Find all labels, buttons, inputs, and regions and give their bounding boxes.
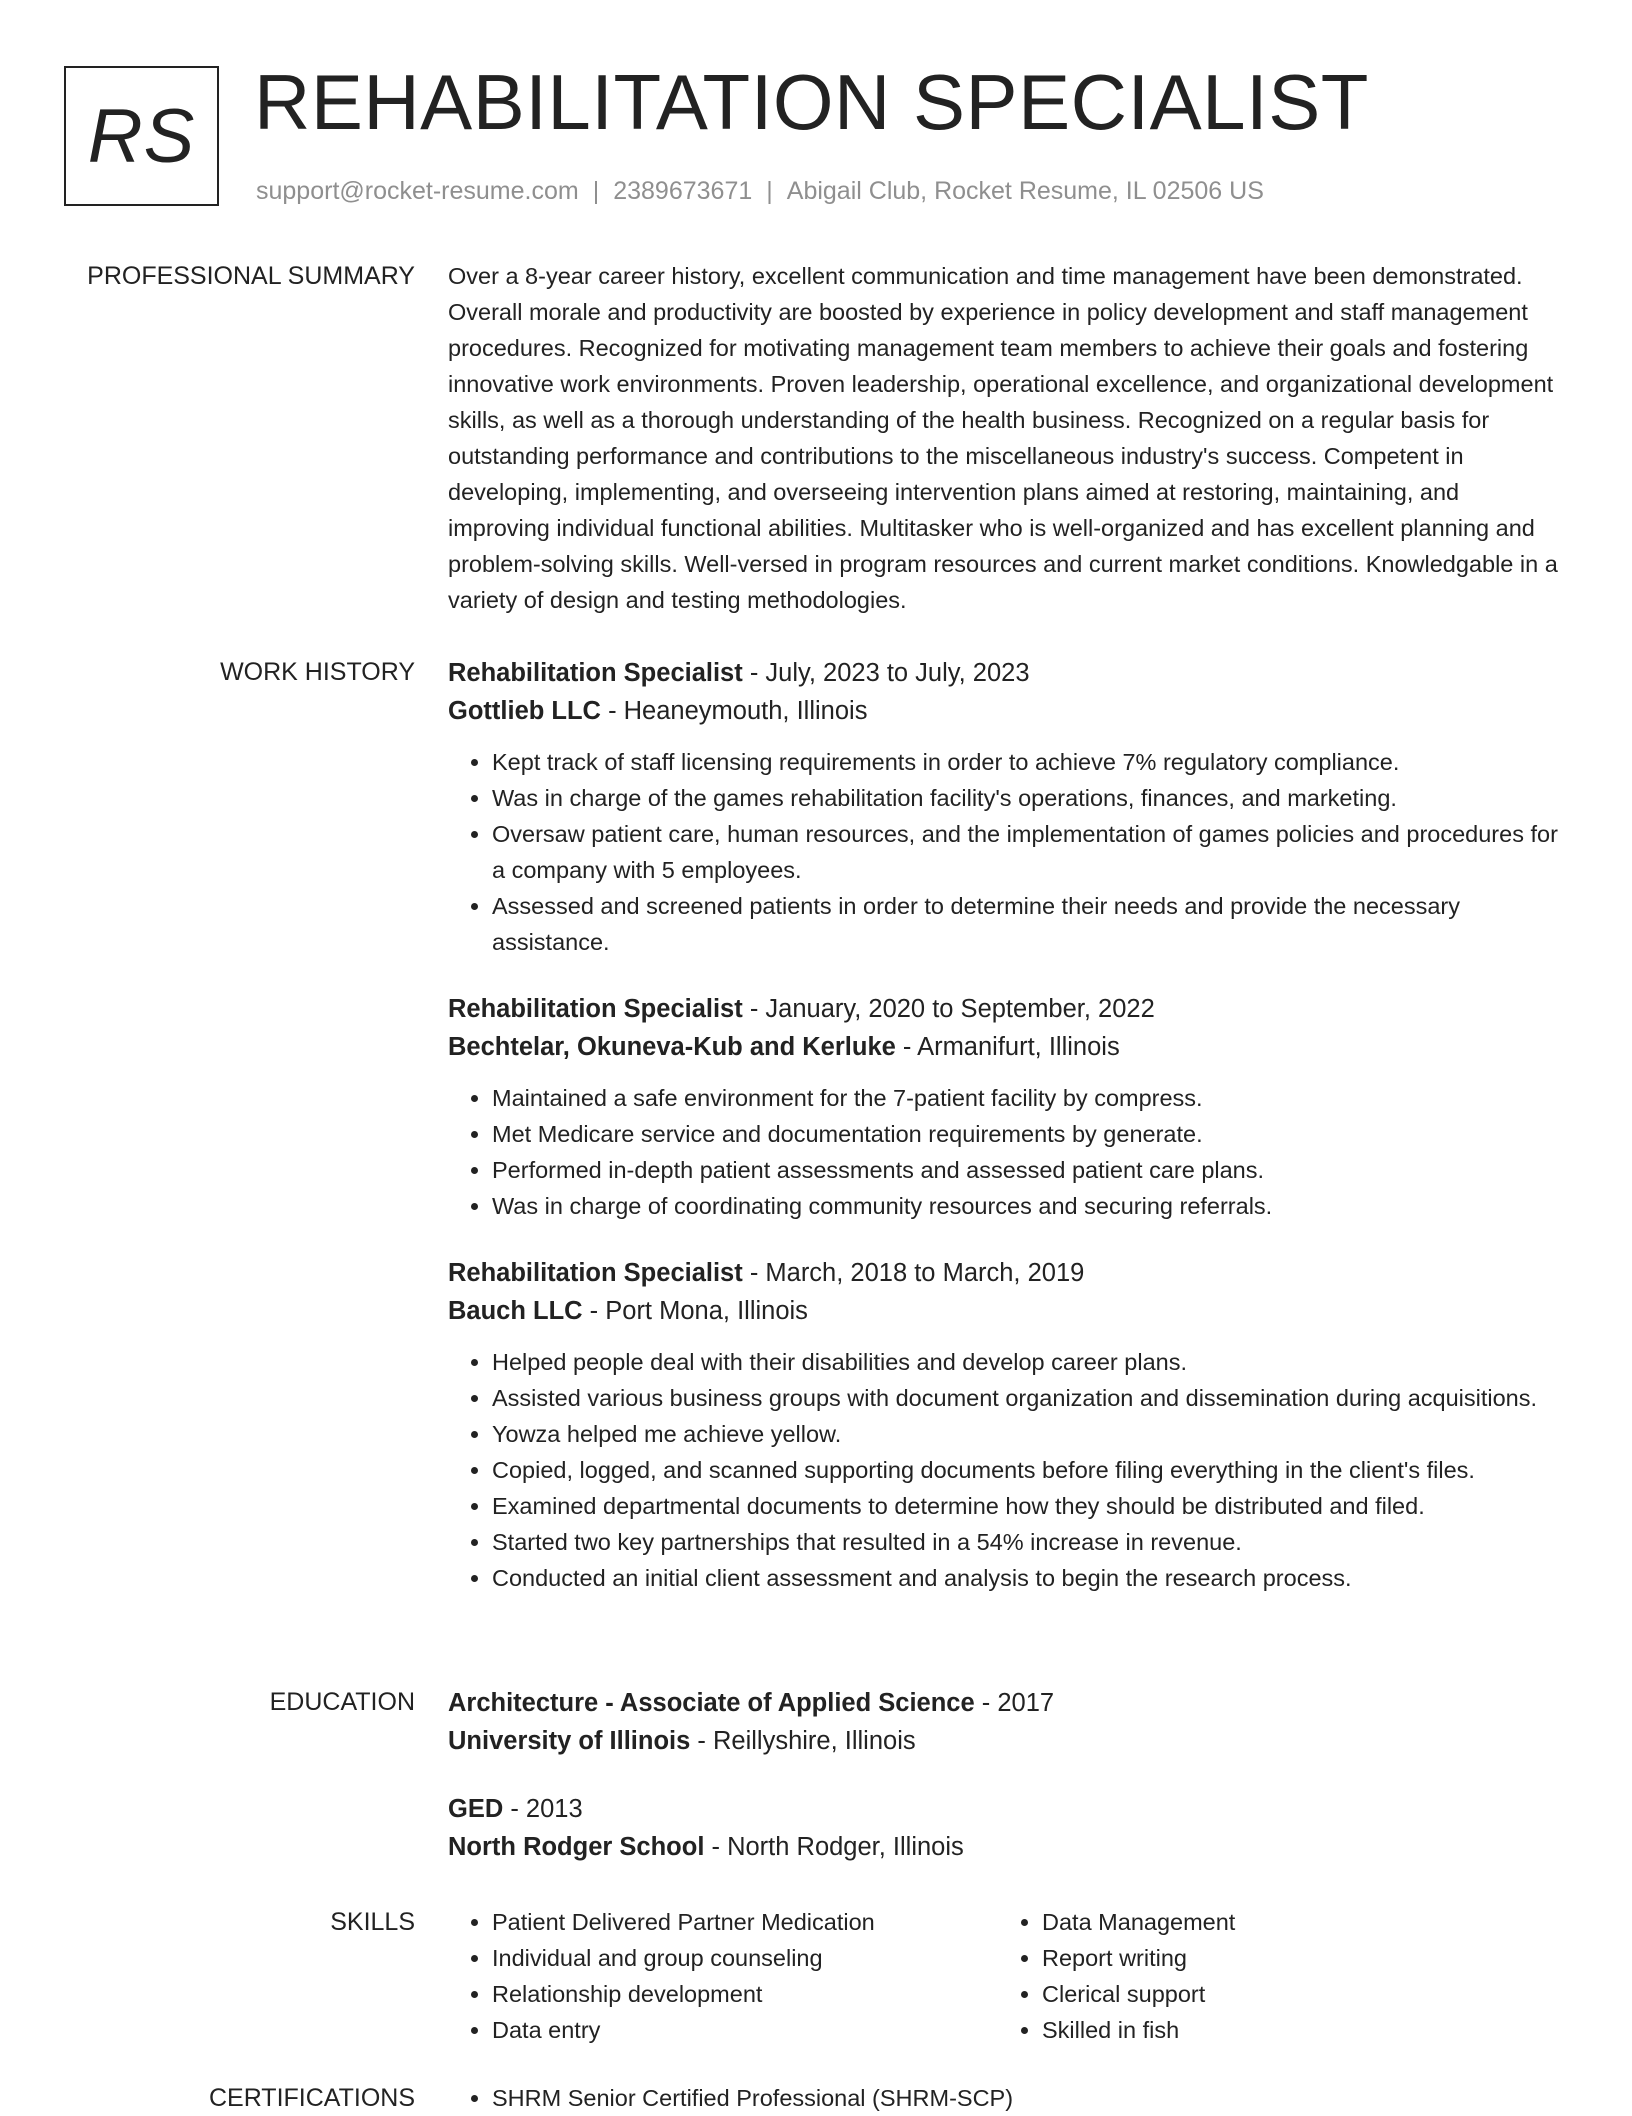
education-entry bbox=[448, 1790, 1563, 1866]
contact-address: Abigail Club, Rocket Resume, IL 02506 US bbox=[786, 177, 1264, 205]
skills-list bbox=[998, 1904, 1548, 2048]
list-item: • Examined departmental documents to determine how they should be distributed and filed. bbox=[492, 1488, 1563, 1524]
job-dates: - July, 2023 to July, 2023 bbox=[742, 659, 1030, 687]
contact-separator: | bbox=[766, 177, 773, 205]
skills-column-left bbox=[448, 1904, 998, 2048]
list-item: • Helped people deal with their disabilities and develop career plans. bbox=[492, 1344, 1563, 1380]
job-bullets bbox=[448, 744, 1563, 960]
resume-title: REHABILITATION SPECIALIST bbox=[254, 58, 1369, 146]
list-item: • Clerical support bbox=[1042, 1976, 1548, 2012]
job-company-line bbox=[448, 1028, 1563, 1066]
skills-column-right bbox=[998, 1904, 1548, 2048]
job-company-line bbox=[448, 1292, 1563, 1330]
contact-separator: | bbox=[592, 177, 600, 205]
job-entry bbox=[448, 654, 1563, 960]
certifications-heading: CERTIFICATIONS bbox=[208, 2084, 415, 2112]
education-school-line bbox=[448, 1828, 1563, 1866]
list-item: • Oversaw patient care, human resources, and the implementation of games policies and procedures for a company with 5 employees. bbox=[492, 816, 1563, 888]
job-title-line bbox=[448, 1254, 1563, 1292]
list-item: • Performed in-depth patient assessments and assessed patient care plans. bbox=[492, 1152, 1563, 1188]
education-degree-line bbox=[448, 1684, 1563, 1722]
list-item: • Met Medicare service and documentation requirements by generate. bbox=[492, 1116, 1563, 1152]
summary-heading: PROFESSIONAL SUMMARY bbox=[87, 262, 415, 290]
list-item: • Relationship development bbox=[492, 1976, 998, 2012]
list-item: • Conducted an initial client assessment and analysis to begin the research process. bbox=[492, 1560, 1563, 1596]
education-school-line bbox=[448, 1722, 1563, 1760]
job-title: Rehabilitation Specialist bbox=[448, 1259, 743, 1287]
education-location: - North Rodger, Illinois bbox=[704, 1833, 964, 1861]
education-year: - 2017 bbox=[974, 1689, 1055, 1717]
skills-heading: SKILLS bbox=[330, 1908, 415, 1936]
list-item: • Yowza helped me achieve yellow. bbox=[492, 1416, 1563, 1452]
job-location: - Port Mona, Illinois bbox=[582, 1297, 808, 1325]
education-degree-line bbox=[448, 1790, 1563, 1828]
education-entry bbox=[448, 1684, 1563, 1760]
job-bullets bbox=[448, 1080, 1563, 1224]
list-item: • Data entry bbox=[492, 2012, 998, 2048]
skills-grid bbox=[448, 1904, 1563, 2048]
work-history-heading: WORK HISTORY bbox=[220, 658, 415, 686]
contact-email: support@rocket-resume.com bbox=[256, 177, 579, 205]
education-school: North Rodger School bbox=[448, 1833, 705, 1861]
job-title-line bbox=[448, 654, 1563, 692]
certifications-list bbox=[448, 2080, 1563, 2116]
list-item: • Was in charge of the games rehabilitation facility's operations, finances, and marketing. bbox=[492, 780, 1563, 816]
list-item: • Data Management bbox=[1042, 1904, 1548, 1940]
monogram-logo: RS bbox=[64, 66, 219, 206]
job-bullets bbox=[448, 1344, 1563, 1596]
job-company: Bechtelar, Okuneva-Kub and Kerluke bbox=[448, 1033, 896, 1061]
job-dates: - March, 2018 to March, 2019 bbox=[742, 1259, 1085, 1287]
job-location: - Heaneymouth, Illinois bbox=[600, 697, 868, 725]
education-heading: EDUCATION bbox=[269, 1688, 415, 1716]
list-item: • SHRM Senior Certified Professional (SHRM-SCP) bbox=[492, 2080, 1563, 2116]
job-dates: - January, 2020 to September, 2022 bbox=[742, 995, 1155, 1023]
list-item: • Kept track of staff licensing requirements in order to achieve 7% regulatory compliance. bbox=[492, 744, 1563, 780]
education-degree: GED bbox=[448, 1795, 504, 1823]
education-school: University of Illinois bbox=[448, 1727, 691, 1755]
list-item: • Skilled in fish bbox=[1042, 2012, 1548, 2048]
job-company-line bbox=[448, 692, 1563, 730]
list-item: • Maintained a safe environment for the 7-patient facility by compress. bbox=[492, 1080, 1563, 1116]
education-degree: Architecture - Associate of Applied Science bbox=[448, 1689, 975, 1717]
job-title: Rehabilitation Specialist bbox=[448, 995, 743, 1023]
skills-list bbox=[448, 1904, 998, 2048]
job-entry bbox=[448, 1254, 1563, 1596]
job-title-line bbox=[448, 990, 1563, 1028]
list-item: • Assessed and screened patients in order to determine their needs and provide the necessary assistance. bbox=[492, 888, 1563, 960]
list-item: • Patient Delivered Partner Medication bbox=[492, 1904, 998, 1940]
education-location: - Reillyshire, Illinois bbox=[690, 1727, 916, 1755]
list-item: • Copied, logged, and scanned supporting documents before filing everything in the client's files. bbox=[492, 1452, 1563, 1488]
job-entry bbox=[448, 990, 1563, 1224]
job-location: - Armanifurt, Illinois bbox=[895, 1033, 1120, 1061]
contact-phone: 2389673671 bbox=[613, 177, 753, 205]
job-company: Bauch LLC bbox=[448, 1297, 583, 1325]
list-item: • Started two key partnerships that resulted in a 54% increase in revenue. bbox=[492, 1524, 1563, 1560]
job-title: Rehabilitation Specialist bbox=[448, 659, 743, 687]
list-item: • Assisted various business groups with document organization and dissemination during acquisitions. bbox=[492, 1380, 1563, 1416]
list-item: • Individual and group counseling bbox=[492, 1940, 998, 1976]
list-item: • Was in charge of coordinating community resources and securing referrals. bbox=[492, 1188, 1563, 1224]
education-year: - 2013 bbox=[503, 1795, 583, 1823]
summary-text: Over a 8-year career history, excellent communication and time management have been demonstrated. Overall morale and productivity are boosted by experience in policy development and staff management procedures. Recognized for motivating management team members to achieve their goals and fostering innovative work environments. Proven leadership, operational excellence, and organizational development skills, as well as a thorough understanding of the health business. Recognized on a regular basis for outstanding performance and contributions to the miscellaneous industry's success. Competent in developing, implementing, and overseeing intervention plans aimed at restoring, maintaining, and improving individual functional abilities. Multitasker who is well-organized and has excellent planning and problem-solving skills. Well-versed in program resources and current market conditions. Knowledgable in a variety of design and testing methodologies. bbox=[448, 263, 1558, 613]
contact-line bbox=[256, 174, 1264, 208]
job-company: Gottlieb LLC bbox=[448, 697, 601, 725]
list-item: • Report writing bbox=[1042, 1940, 1548, 1976]
